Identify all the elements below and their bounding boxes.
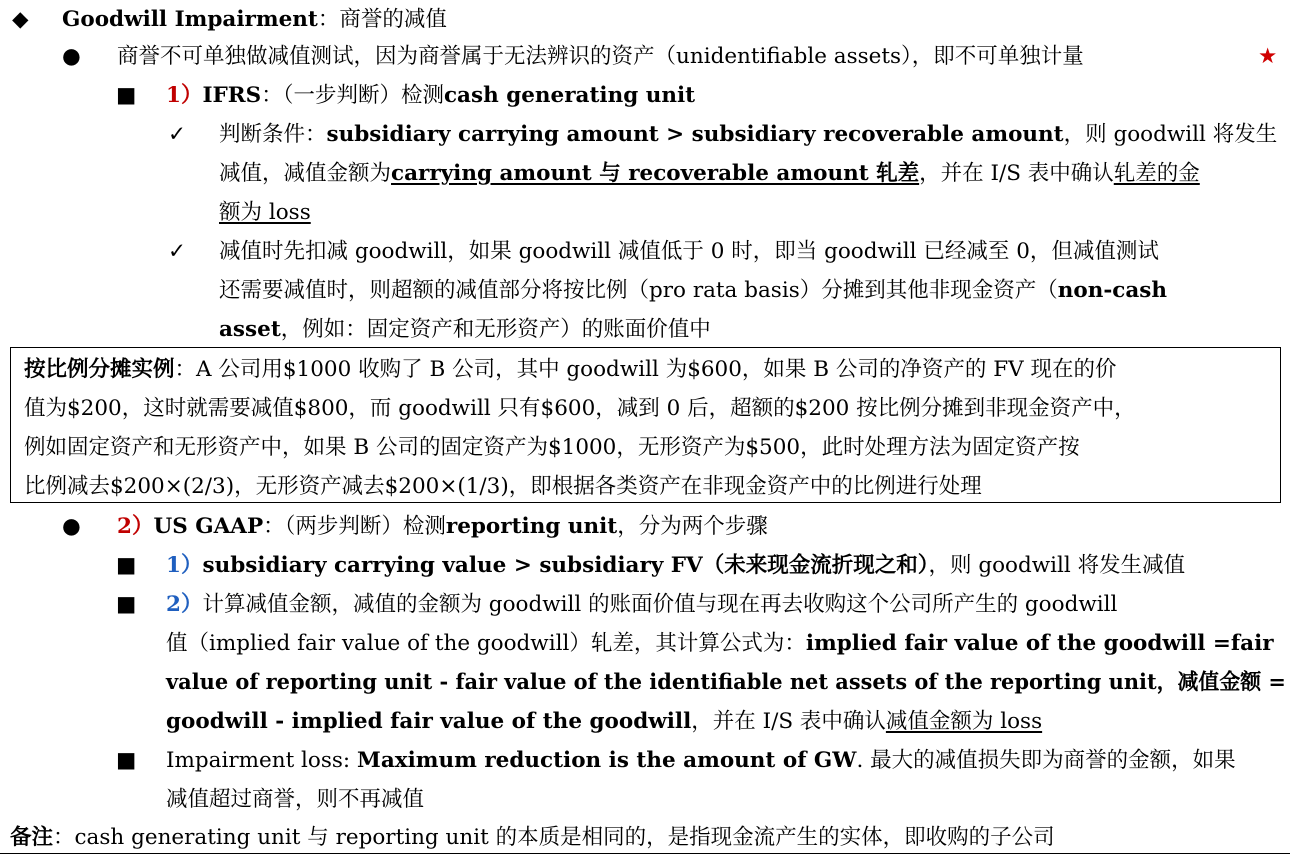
check-icon: ✓ [168,239,187,264]
bottom-rule [0,853,1290,854]
heading [62,0,447,39]
check1-l2a: 减值，减值金额为 [219,161,392,186]
check-icon: ✓ [168,122,187,147]
note-text: ：cash generating unit 与 reporting unit 的本质是相同的，是指现金流产生的实体，即收购的子公司 [53,825,1055,850]
step2-line4 [166,702,1042,741]
bullet1-body: 商誉不可单独做减值测试，因为商誉属于无法辨识的资产（unidentifiable assets），即不可单独计量 [117,44,1084,69]
usgaap-text-end: ，分为两个步骤 [617,514,768,539]
bullet1-text [117,37,1084,76]
heading-title-zh: ：商誉的减值 [317,7,447,32]
square-marker: ■ [116,592,137,617]
step3-a: Impairment loss: [166,748,358,773]
usgaap-number: 2） [117,514,154,539]
heading-title-en: Goodwill Impairment [62,7,318,32]
check1-l3: 额为 loss [219,200,311,225]
usgaap-text-en: reporting unit [445,514,618,539]
check2-line2 [219,271,1167,310]
step2-l3: value of reporting unit - fair value of the identifiable net assets of the reporting unit，减值金额 = [166,670,1286,695]
step1-line [166,546,1185,585]
usgaap-label: US GAAP [153,514,264,539]
check2-l3a: asset [219,317,281,342]
step2-l2a: 值（implied fair value of the goodwill）轧差，其计算公式为： [166,631,806,656]
example-label: 按比例分摊实例 [24,357,175,382]
check1-l1c: ，则 goodwill 将发生 [1063,122,1278,147]
square-marker: ■ [116,553,137,578]
step3-line1 [166,741,1236,780]
ifrs-number: 1） [166,83,203,108]
usgaap-line [117,507,768,546]
example-l2: 值为$200，这时就需要减值$800，而 goodwill 只有$600，减到 0 后，超额的$200 按比例分摊到非现金资产中， [24,396,1136,421]
bullet-marker: ● [62,44,81,69]
example-line3 [24,428,1080,467]
check2-l1: 减值时先扣减 goodwill，如果 goodwill 减值低于 0 时，即当 goodwill 已经减至 0，但减值测试 [219,239,1159,264]
step3-l2: 减值超过商誉，则不再减值 [166,787,425,812]
step2-line2 [166,624,1274,663]
heading-marker: ◆ [12,7,29,32]
check1-line2 [219,154,1200,193]
check1-l2b: carrying amount 与 recoverable amount 轧差 [391,161,920,186]
check2-line1 [219,232,1159,271]
step3-line2 [166,780,424,819]
example-l4: 比例减去$200×(2/3)，无形资产减去$200×(1/3)，即根据各类资产在非现金资产中的比例进行处理 [24,474,982,499]
example-l1: ：A 公司用$1000 收购了 B 公司，其中 goodwill 为$600，如果 B 公司的净资产的 FV 现在的价 [174,357,1117,382]
example-l3: 例如固定资产和无形资产中，如果 B 公司的固定资产为$1000，无形资产为$500，此时处理方法为固定资产按 [24,435,1080,460]
example-line4 [24,467,982,506]
check1-l2d: 轧差的金 [1113,161,1200,186]
step1-number: 1） [166,553,203,578]
ifrs-label: IFRS [202,83,262,108]
step1-rest: ，则 goodwill 将发生减值 [928,553,1186,578]
note-label: 备注 [10,825,54,850]
step2-l4a: goodwill - implied fair value of the goodwill [166,709,692,734]
ifrs-line [166,76,695,115]
step2-l4b: ，并在 I/S 表中确认 [691,709,886,734]
bullet-marker: ● [62,514,81,539]
square-marker: ■ [116,83,137,108]
step3-c: . 最大的减值损失即为商誉的金额，如果 [856,748,1236,773]
step2-number: 2） [166,592,203,617]
check2-l2b: non-cash [1057,278,1168,303]
step2-line3 [166,663,1286,702]
check2-l2a: 还需要减值时，则超额的减值部分将按比例（pro rata basis）分摊到其他非现金资产（ [219,278,1058,303]
square-marker: ■ [116,748,137,773]
ifrs-text-en: cash generating unit [443,83,696,108]
check2-line3 [219,310,711,349]
step1-bold: subsidiary carrying value > subsidiary FV（未来现金流折现之和） [202,553,929,578]
check1-line3 [219,193,311,232]
star-icon: ★ [1258,44,1278,69]
note-line [10,818,1055,857]
step2-l1: 计算减值金额，减值的金额为 goodwill 的账面价值与现在再去收购这个公司所产生的 goodwill [202,592,1118,617]
step3-b: Maximum reduction is the amount of GW [357,748,857,773]
example-line2 [24,389,1136,428]
step2-line1 [166,585,1117,624]
step2-l2b: implied fair value of the goodwill =fair [805,631,1274,656]
check1-l1b: subsidiary carrying amount > subsidiary recoverable amount [326,122,1064,147]
example-line1 [24,350,1117,389]
check1-l2c: ，并在 I/S 表中确认 [919,161,1114,186]
check1-line1 [219,115,1277,154]
usgaap-text-zh: ：（两步判断）检测 [263,514,446,539]
step2-l4c: 减值金额为 loss [885,709,1043,734]
check2-l3b: ，例如：固定资产和无形资产）的账面价值中 [280,317,711,342]
check1-l1a: 判断条件： [219,122,327,147]
ifrs-text-zh: ：（一步判断）检测 [261,83,444,108]
